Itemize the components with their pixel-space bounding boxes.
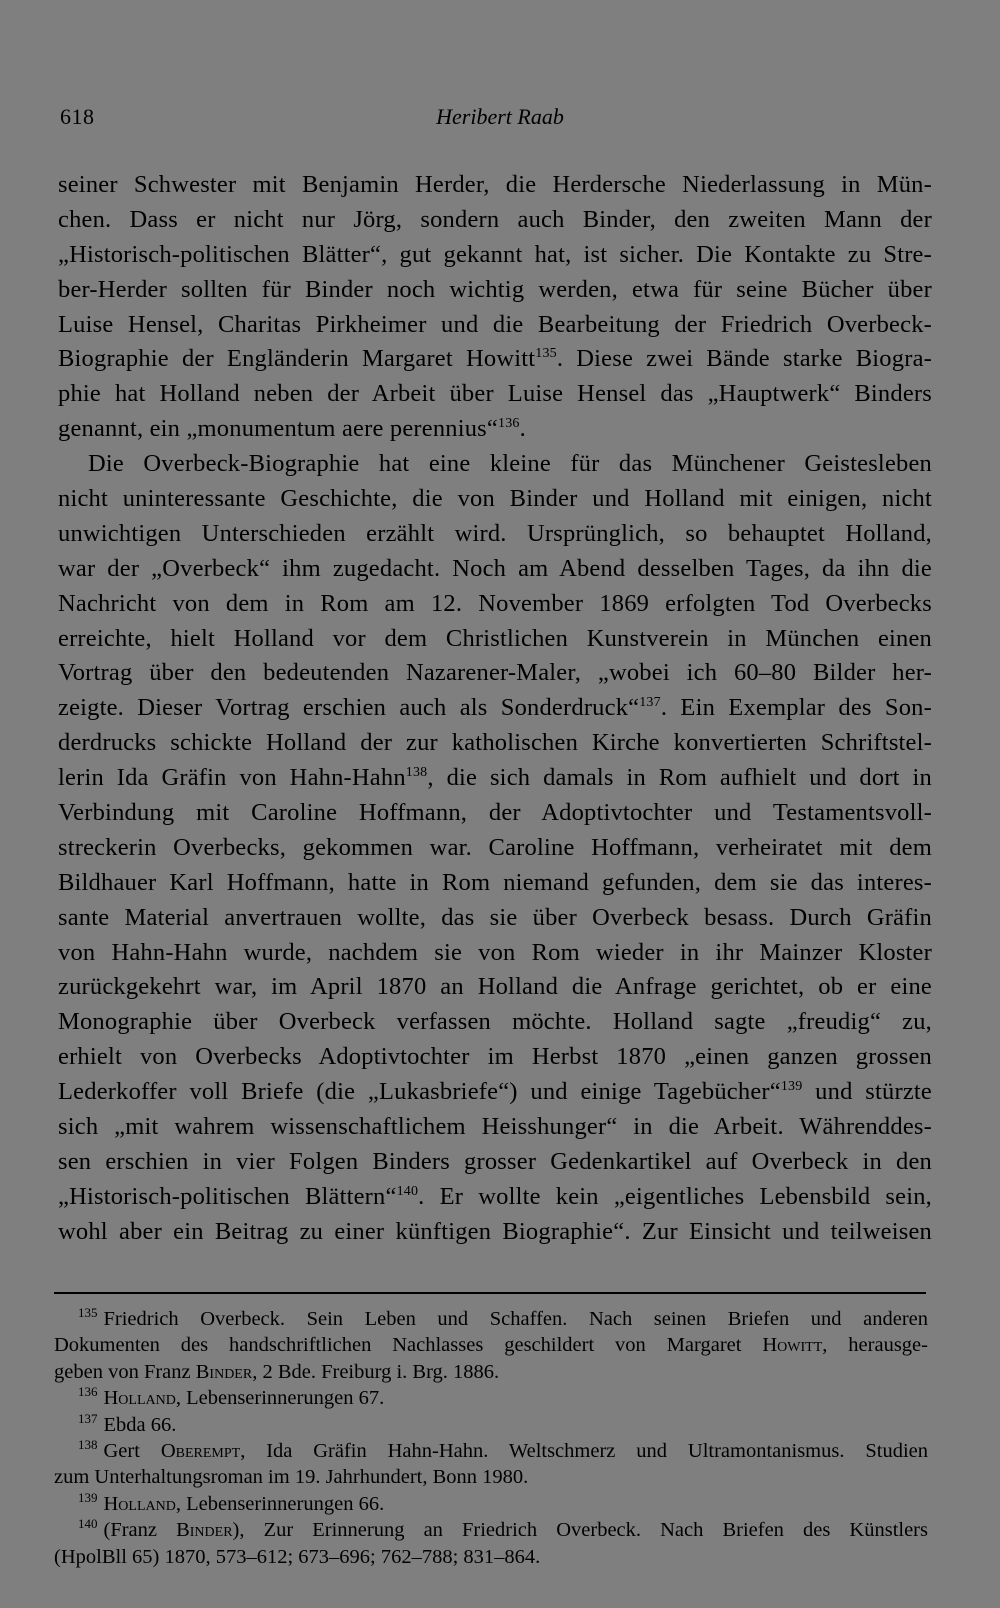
author-name: Oberempt bbox=[160, 1439, 241, 1462]
footnote-separator bbox=[54, 1292, 926, 1294]
footnote-136 bbox=[54, 1385, 928, 1411]
footnote-ref[interactable]: 135 bbox=[535, 346, 557, 362]
text-run: lerin Ida Gräfin von Hahn-Hahn bbox=[58, 764, 406, 792]
running-head-author: Heribert Raab bbox=[436, 104, 564, 129]
footnote-number: 137 bbox=[78, 1410, 98, 1426]
text-run: Dokumenten des handschriftlichen Nachlasses geschildert von Margaret bbox=[54, 1334, 763, 1357]
text-line: Vortrag über den bedeutenden Nazarener-Maler, „wobei ich 60–80 Bilder her- bbox=[58, 659, 932, 687]
text-run: Gert bbox=[103, 1439, 161, 1462]
text-line bbox=[58, 412, 932, 447]
footnote-ref[interactable]: 138 bbox=[405, 764, 428, 780]
text-run: . Er wollte kein „eigentliches Lebensbild sein, bbox=[418, 1182, 933, 1210]
text-line bbox=[58, 1180, 932, 1215]
text-line: nicht uninteressante Geschichte, die von Binder und Holland mit einigen, nicht bbox=[58, 485, 932, 513]
footnote-ref[interactable]: 136 bbox=[498, 416, 520, 432]
footnote-line: zum Unterhaltungsroman im 19. Jahrhundert, Bonn 1980. bbox=[54, 1466, 529, 1489]
text-line: seiner Schwester mit Benjamin Herder, die Herdersche Niederlassung in Mün- bbox=[58, 171, 932, 198]
footnote-138 bbox=[54, 1438, 928, 1491]
footnote-ref[interactable]: 140 bbox=[396, 1183, 419, 1199]
text-line: von Hahn-Hahn wurde, nachdem sie von Rom wieder in ihr Mainzer Kloster bbox=[58, 938, 932, 966]
page-number: 618 bbox=[60, 104, 95, 129]
footnote-139 bbox=[54, 1491, 928, 1517]
text-line: Bildhauer Karl Hoffmann, hatte in Rom niemand gefunden, dem sie das interes- bbox=[58, 868, 932, 896]
footnotes bbox=[54, 1306, 928, 1570]
body-text bbox=[58, 168, 932, 1250]
author-name: Holland bbox=[103, 1387, 176, 1410]
author-name: Holland bbox=[103, 1492, 176, 1515]
text-line: Verbindung mit Caroline Hoffmann, der Adoptivtochter und Testamentsvoll- bbox=[58, 799, 932, 827]
footnote-line bbox=[54, 1332, 928, 1358]
footnote-number: 136 bbox=[78, 1384, 98, 1400]
text-line: erreichte, hielt Holland vor dem Christlichen Kunstverein in München einen bbox=[58, 624, 932, 652]
text-line: sich „mit wahrem wissenschaftlichem Heisshunger“ in die Arbeit. Währenddes- bbox=[58, 1113, 932, 1141]
text-run: Biographie der Engländerin Margaret Howitt bbox=[58, 345, 536, 373]
footnote-number: 135 bbox=[78, 1305, 98, 1321]
footnote-line: (HpolBll 65) 1870, 573–612; 673–696; 762–788; 831–864. bbox=[54, 1545, 541, 1568]
text-run: , Lebenserinnerungen 66. bbox=[175, 1492, 385, 1515]
text-line: wohl aber ein Beitrag zu einer künftigen Biographie“. Zur Einsicht und teilweisen bbox=[58, 1217, 932, 1245]
author-name: Binder bbox=[176, 1519, 233, 1542]
text-run: zeigte. Dieser Vortrag erschien auch als Sonderdruck“ bbox=[58, 694, 640, 722]
text-run: . bbox=[519, 415, 526, 443]
text-line: zurückgekehrt war, im April 1870 an Holland die Anfrage gerichtet, ob er eine bbox=[58, 973, 932, 1001]
footnote-line bbox=[54, 1385, 928, 1411]
footnote-number: 138 bbox=[78, 1437, 98, 1453]
footnote-line bbox=[54, 1359, 928, 1385]
text-run: und stürzte bbox=[802, 1078, 932, 1106]
text-line: ber-Herder sollten für Binder noch wichtig werden, etwa für seine Bücher über bbox=[58, 275, 932, 303]
footnote-number: 139 bbox=[78, 1489, 98, 1505]
text-run: Friedrich Overbeck. Sein Leben und Schaffen. Nach seinen Briefen und anderen bbox=[103, 1308, 928, 1330]
footnote-137 bbox=[54, 1412, 928, 1438]
text-run: , herausge- bbox=[822, 1334, 928, 1357]
text-run: , Ida Gräfin Hahn-Hahn. Weltschmerz und Ultramontanismus. Studien bbox=[240, 1439, 928, 1462]
text-line: erhielt von Overbecks Adoptivtochter im Herbst 1870 „einen ganzen grossen bbox=[58, 1043, 932, 1071]
text-line: unwichtigen Unterschieden erzählt wird. Ursprünglich, so behauptet Holland, bbox=[58, 519, 932, 547]
running-head bbox=[60, 104, 940, 134]
text-run: Ebda 66. bbox=[103, 1413, 177, 1436]
text-line: Monographie über Overbeck verfassen möchte. Holland sagte „freudig“ zu, bbox=[58, 1008, 932, 1036]
text-line: Nachricht von dem in Rom am 12. November 1869 erfolgten Tod Overbecks bbox=[58, 589, 932, 617]
text-line bbox=[58, 1075, 932, 1110]
text-run: „Historisch-politischen Blättern“ bbox=[58, 1182, 397, 1210]
text-line: „Historisch-politischen Blätter“, gut gekannt hat, ist sicher. Die Kontakte zu Stre- bbox=[58, 240, 932, 268]
author-name: Howitt bbox=[762, 1334, 823, 1357]
footnote-line bbox=[54, 1412, 928, 1438]
text-line bbox=[58, 761, 932, 796]
footnote-line bbox=[54, 1491, 928, 1517]
author-name: Binder bbox=[195, 1360, 253, 1383]
text-line: Die Overbeck-Biographie hat eine kleine für das Münchener Geistesleben bbox=[88, 450, 932, 478]
footnote-140 bbox=[54, 1517, 928, 1570]
text-line: phie hat Holland neben der Arbeit über Luise Hensel das „Hauptwerk“ Binders bbox=[58, 380, 932, 408]
text-line bbox=[58, 691, 932, 726]
footnote-line bbox=[54, 1306, 928, 1332]
text-line: sante Material anvertrauen wollte, das sie über Overbeck besass. Durch Gräfin bbox=[58, 903, 932, 931]
footnote-line bbox=[54, 1517, 928, 1543]
text-run: , Lebenserinnerungen 67. bbox=[175, 1387, 385, 1410]
footnote-number: 140 bbox=[78, 1516, 98, 1532]
text-run: . Ein Exemplar des Son- bbox=[660, 694, 932, 722]
text-line: derdrucks schickte Holland der zur katholischen Kirche konvertierten Schriftstel- bbox=[58, 729, 932, 757]
text-line: chen. Dass er nicht nur Jörg, sondern auch Binder, den zweiten Mann der bbox=[58, 205, 932, 233]
text-line: sen erschien in vier Folgen Binders grosser Gedenkartikel auf Overbeck in den bbox=[58, 1147, 932, 1175]
text-run: Lederkoffer voll Briefe (die „Lukasbriefe“) und einige Tagebücher“ bbox=[58, 1078, 781, 1106]
text-run: , 2 Bde. Freiburg i. Brg. 1886. bbox=[252, 1360, 500, 1383]
text-run: (Franz bbox=[103, 1519, 177, 1542]
text-run: geben von Franz bbox=[54, 1360, 196, 1383]
footnote-ref[interactable]: 137 bbox=[639, 695, 661, 711]
text-run: genannt, ein „monumentum aere perennius“ bbox=[58, 415, 498, 443]
text-line: Luise Hensel, Charitas Pirkheimer und die Bearbeitung der Friedrich Overbeck- bbox=[58, 310, 932, 338]
text-run: , die sich damals in Rom aufhielt und dort in bbox=[427, 764, 932, 792]
footnote-line bbox=[54, 1438, 928, 1464]
text-line: war der „Overbeck“ ihm zugedacht. Noch am Abend desselben Tages, da ihn die bbox=[58, 554, 932, 582]
text-run: ), Zur Erinnerung an Friedrich Overbeck. Nach Briefen des Künstlers bbox=[232, 1519, 928, 1542]
footnote-ref[interactable]: 139 bbox=[780, 1079, 803, 1094]
footnote-135 bbox=[54, 1306, 928, 1385]
text-run: . Diese zwei Bände starke Biogra- bbox=[556, 345, 932, 373]
text-line: streckerin Overbecks, gekommen war. Caroline Hoffmann, verheiratet mit dem bbox=[58, 833, 932, 861]
text-line bbox=[58, 342, 932, 377]
